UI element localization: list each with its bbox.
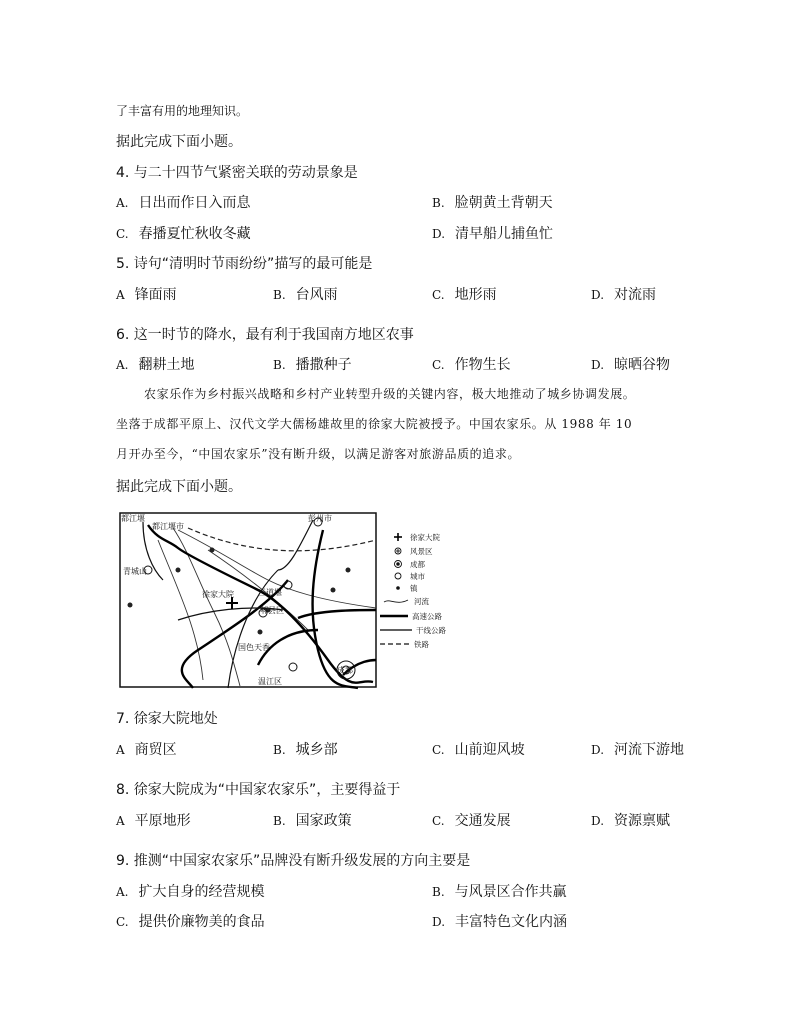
legend-label: 铁路 xyxy=(414,640,429,649)
label-qingchengshan: 青城山 xyxy=(123,567,147,576)
option-letter: A. xyxy=(116,885,129,899)
label-dujiangyan-city: 都江堰市 xyxy=(152,522,184,531)
q8-option-c[interactable] xyxy=(432,810,511,830)
option-text: 城乡部 xyxy=(295,742,338,758)
q5-stem: 5. 诗句“清明时节雨纷纷”描写的最可能是 xyxy=(116,256,373,272)
legend-label: 徐家大院 xyxy=(410,533,440,542)
legend-capital-icon xyxy=(395,561,402,568)
label-pixian: 郫县区 xyxy=(260,606,284,615)
q5-option-d[interactable] xyxy=(591,284,656,304)
legend-label: 河流 xyxy=(414,597,429,606)
legend-city-icon xyxy=(395,573,401,579)
option-text: 提供价廉物美的食品 xyxy=(138,914,265,930)
option-text: 春播夏忙秋收冬藏 xyxy=(138,226,251,242)
option-text: 作物生长 xyxy=(454,357,511,373)
label-pengzhou: 彭州市 xyxy=(308,514,332,523)
option-letter: B. xyxy=(432,885,445,899)
option-letter: A. xyxy=(116,358,129,372)
option-text: 地形雨 xyxy=(454,287,497,303)
q6-option-b[interactable] xyxy=(273,354,352,374)
option-text: 河流下游地 xyxy=(614,742,685,758)
q4-stem: 4. 与二十四节气紧密关联的劳动景象是 xyxy=(116,165,358,181)
q6-option-d[interactable] xyxy=(591,354,670,374)
option-letter: C. xyxy=(116,915,129,929)
option-text: 翻耕土地 xyxy=(138,357,195,373)
q6-stem: 6. 这一时节的降水，最有利于我国南方地区农事 xyxy=(116,327,414,343)
q6-option-c[interactable] xyxy=(432,354,511,374)
option-letter: A xyxy=(116,743,125,757)
legend-label: 城市 xyxy=(410,572,425,581)
label-xujiadayuan: 徐家大院 xyxy=(202,590,234,599)
legend-river-icon xyxy=(384,600,408,602)
option-text: 清早船儿捕鱼忙 xyxy=(455,226,554,242)
legend-scenic-icon xyxy=(395,548,401,554)
option-text: 台风雨 xyxy=(295,287,338,303)
option-letter: C. xyxy=(432,743,445,757)
legend-label: 成都 xyxy=(410,560,425,569)
option-letter: A. xyxy=(116,196,129,210)
option-letter: B. xyxy=(273,358,286,372)
q9-option-d[interactable] xyxy=(432,911,567,931)
option-letter: B. xyxy=(273,814,286,828)
option-text: 对流雨 xyxy=(614,287,657,303)
q7-option-c[interactable] xyxy=(432,739,525,759)
option-text: 锋面雨 xyxy=(134,287,177,303)
instruction-2: 据此完成下面小题。 xyxy=(116,479,242,495)
q6-option-a[interactable] xyxy=(116,354,194,374)
q9-option-c[interactable] xyxy=(116,911,265,931)
q5-option-a[interactable] xyxy=(116,284,177,304)
option-letter: D. xyxy=(591,743,605,757)
passage-line-1: 农家乐作为乡村振兴战略和乡村产业转型升级的关键内容，极大地推动了城乡协调发展。 xyxy=(144,387,636,401)
option-text: 山前迎风坡 xyxy=(454,742,525,758)
q4-option-a[interactable] xyxy=(116,192,250,212)
map-frame xyxy=(120,513,376,687)
intro-tail: 了丰富有用的地理知识。 xyxy=(116,104,249,118)
q4-option-c[interactable] xyxy=(116,223,251,243)
option-letter: D. xyxy=(591,814,605,828)
option-letter: B. xyxy=(432,196,445,210)
q5-option-b[interactable] xyxy=(273,284,338,304)
instruction-1: 据此完成下面小题。 xyxy=(116,134,242,150)
q7-option-a[interactable] xyxy=(116,739,177,759)
option-letter: D. xyxy=(591,358,605,372)
q7-option-d[interactable] xyxy=(591,739,684,759)
option-text: 与风景区合作共赢 xyxy=(454,884,567,900)
legend-town-icon xyxy=(396,586,400,590)
option-text: 脸朝黄土背朝天 xyxy=(454,195,553,211)
region-map xyxy=(118,510,454,690)
option-letter: B. xyxy=(273,288,286,302)
q8-option-a[interactable] xyxy=(116,810,191,830)
railway-line xyxy=(188,528,376,551)
option-letter: C. xyxy=(432,814,445,828)
legend-label: 镇 xyxy=(410,584,418,593)
label-wenjiang: 温江区 xyxy=(258,677,282,686)
label-guosetianxiang: 国色天香 xyxy=(238,643,270,652)
option-text: 交通发展 xyxy=(454,813,511,829)
option-text: 日出而作日入而息 xyxy=(138,195,251,211)
q8-option-d[interactable] xyxy=(591,810,670,830)
label-chengdu: 成都 xyxy=(337,666,353,675)
q9-option-a[interactable] xyxy=(116,881,264,901)
option-text: 播撒种子 xyxy=(295,357,352,373)
option-letter: D. xyxy=(591,288,605,302)
q9-stem: 9. 推测“中国家农家乐”品牌没有断升级发展的方向主要是 xyxy=(116,853,471,869)
q4-option-d[interactable] xyxy=(432,223,553,243)
label-dujiangyan: 都江堰 xyxy=(121,514,145,523)
q8-option-b[interactable] xyxy=(273,810,352,830)
option-letter: A xyxy=(116,288,125,302)
q7-option-b[interactable] xyxy=(273,739,338,759)
option-letter: C. xyxy=(432,358,445,372)
passage-line-3: 月开办至今，“中国农家乐”没有断升级，以满足游客对旅游品质的追求。 xyxy=(116,447,521,461)
option-text: 平原地形 xyxy=(134,813,191,829)
option-letter: C. xyxy=(432,288,445,302)
passage-line-2: 坐落于成都平原上、汉代文学大儒杨雄故里的徐家大院被授予。中国农家乐。从 1988 年 10 xyxy=(116,417,633,431)
label-sandaoyan: 三道堰 xyxy=(258,588,282,597)
q7-stem: 7. 徐家大院地处 xyxy=(116,711,218,727)
q8-stem: 8. 徐家大院成为“中国家农家乐”，主要得益于 xyxy=(116,782,401,798)
option-text: 晾晒谷物 xyxy=(614,357,671,373)
option-letter: D. xyxy=(432,227,446,241)
option-text: 丰富特色文化内涵 xyxy=(455,914,568,930)
option-text: 扩大自身的经营规模 xyxy=(138,884,265,900)
q4-option-b[interactable] xyxy=(432,192,553,212)
option-letter: B. xyxy=(273,743,286,757)
option-text: 资源禀赋 xyxy=(614,813,671,829)
legend-label: 干线公路 xyxy=(416,626,446,635)
option-letter: C. xyxy=(116,227,129,241)
legend-label: 风景区 xyxy=(410,547,433,556)
q5-option-c[interactable] xyxy=(432,284,497,304)
legend-plus-icon xyxy=(394,533,402,541)
map-legend xyxy=(380,532,446,649)
option-letter: A xyxy=(116,814,125,828)
option-letter: D. xyxy=(432,915,446,929)
legend-label: 高速公路 xyxy=(412,612,442,621)
option-text: 商贸区 xyxy=(134,742,177,758)
option-text: 国家政策 xyxy=(295,813,352,829)
q9-option-b[interactable] xyxy=(432,881,567,901)
